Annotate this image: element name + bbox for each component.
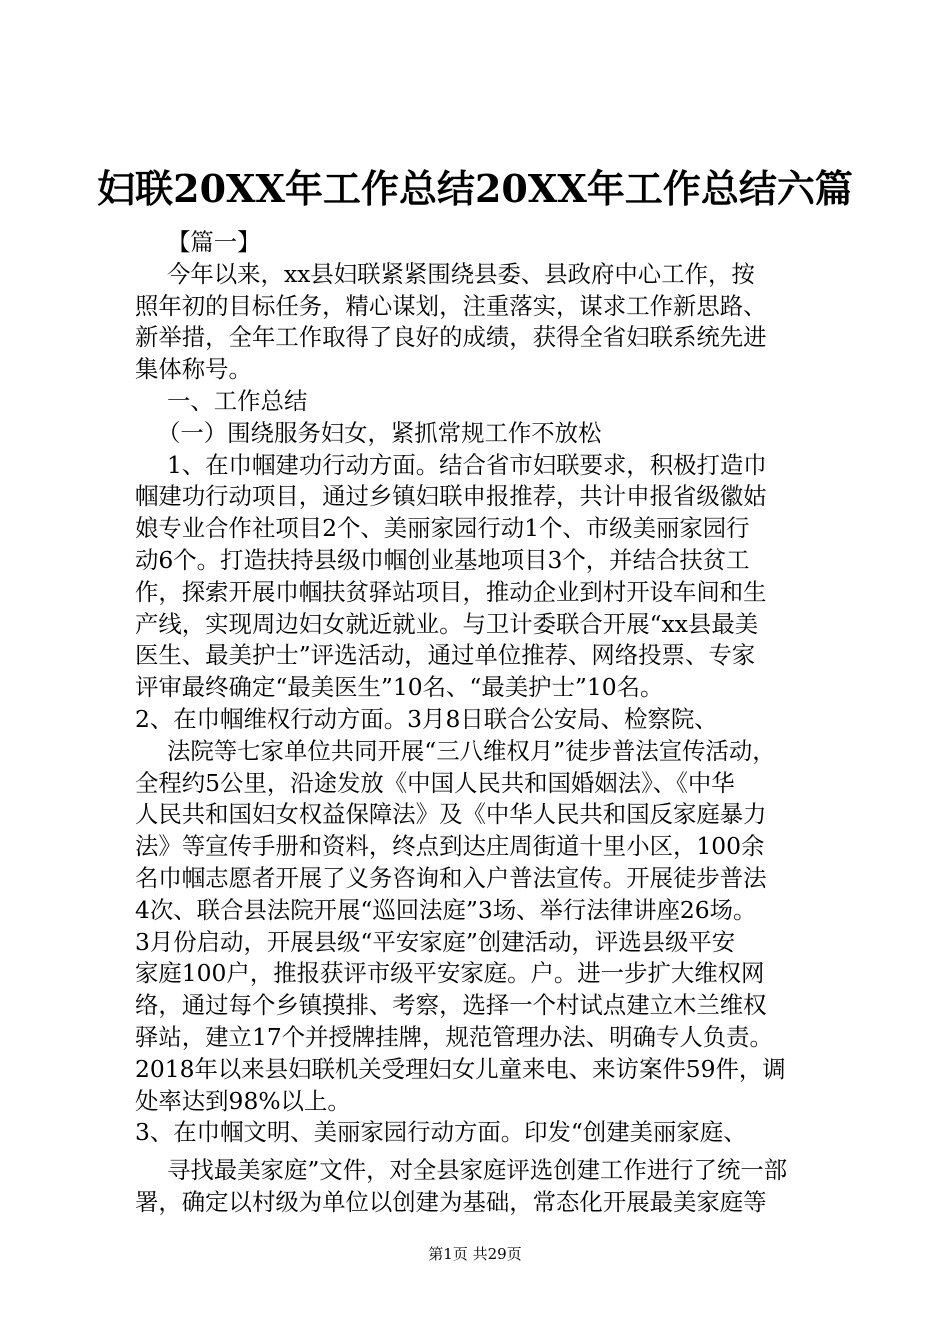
paragraph-line: 3、在巾帼文明、美丽家园行动方面。印发“创建美丽家庭、 (135, 1118, 747, 1147)
paragraph-line: 2018年以来县妇联机关受理妇女儿童来电、来访案件59件，调 (135, 1054, 786, 1083)
paragraph-line: 今年以来，xx县妇联紧紧围绕县委、县政府中心工作，按 (167, 259, 755, 288)
document-title: 妇联20XX年工作总结20XX年工作总结六篇 (97, 166, 853, 211)
paragraph-line: 法院等七家单位共同开展“三八维权月”徒步普法宣传活动， (167, 736, 776, 765)
paragraph-line: 家庭100户，推报获评市级平安家庭。户。进一步扩大维权网 (135, 959, 765, 988)
paragraph-line: 4次、联合县法院开展“巡回法庭”3场、举行法律讲座26场。 (135, 895, 757, 924)
paragraph-line: 评审最终确定“最美医生”10名、“最美护士”10名。 (135, 673, 664, 702)
paragraph-line: 作，探索开展巾帼扶贫驿站项目，推动企业到村开设车间和生 (135, 577, 767, 606)
paragraph-line: 名巾帼志愿者开展了义务咨询和入户普法宣传。开展徒步普法 (135, 863, 767, 892)
subsection-heading: （一）围绕服务妇女，紧抓常规工作不放松 (157, 418, 602, 447)
paragraph-line: 3月份启动，开展县级“平安家庭”创建活动，评选县级平安 (135, 927, 736, 956)
paragraph-line: 动6个。打造扶持县级巾帼创业基地项目3个，并结合扶贫工 (135, 545, 750, 574)
paragraph-line: 寻找最美家庭”文件，对全县家庭评选创建工作进行了统一部 (167, 1156, 788, 1185)
section-heading: 【篇一】 (167, 228, 261, 256)
paragraph-line: 2、在巾帼维权行动方面。3月8日联合公安局、检察院、 (135, 704, 718, 733)
paragraph-line: 络，通过每个乡镇摸排、考察，选择一个村试点建立木兰维权 (135, 991, 767, 1020)
paragraph-line: 人民共和国妇女权益保障法》及《中华人民共和国反家庭暴力 (135, 800, 767, 829)
paragraph-line: 娘专业合作社项目2个、美丽家园行动1个、市级美丽家园行 (135, 514, 750, 543)
paragraph-line: 产线，实现周边妇女就近就业。与卫计委联合开展“xx县最美 (135, 609, 759, 638)
paragraph-line: 医生、最美护士”评选活动，通过单位推荐、网络投票、专家 (135, 641, 756, 670)
paragraph-line: 处率达到98%以上。 (135, 1086, 351, 1115)
paragraph-line: 1、在巾帼建功行动方面。结合省市妇联要求，积极打造巾 (167, 450, 767, 479)
paragraph-line: 新举措，全年工作取得了良好的成绩，获得全省妇联系统先进 (135, 323, 767, 352)
subsection-heading: 一、工作总结 (167, 386, 308, 415)
paragraph-line: 集体称号。 (135, 355, 252, 384)
document-body (135, 227, 835, 1251)
paragraph-line: 法》等宣传手册和资料，终点到达庄周街道十里小区，100余 (135, 832, 765, 861)
paragraph-line: 全程约5公里，沿途发放《中国人民共和国婚姻法》、《中华 (135, 768, 735, 797)
paragraph-line: 署，确定以村级为单位以创建为基础，常态化开展最美家庭等 (135, 1187, 767, 1216)
paragraph-line: 帼建功行动项目，通过乡镇妇联申报推荐，共计申报省级徽姑 (135, 482, 767, 511)
paragraph-line: 驿站，建立17个并授牌挂牌，规范管理办法、明确专人负责。 (135, 1022, 773, 1051)
page-number-footer: 第1页 共29页 (428, 1245, 522, 1263)
paragraph-line: 照年初的目标任务，精心谋划，注重落实，谋求工作新思路、 (135, 291, 767, 320)
